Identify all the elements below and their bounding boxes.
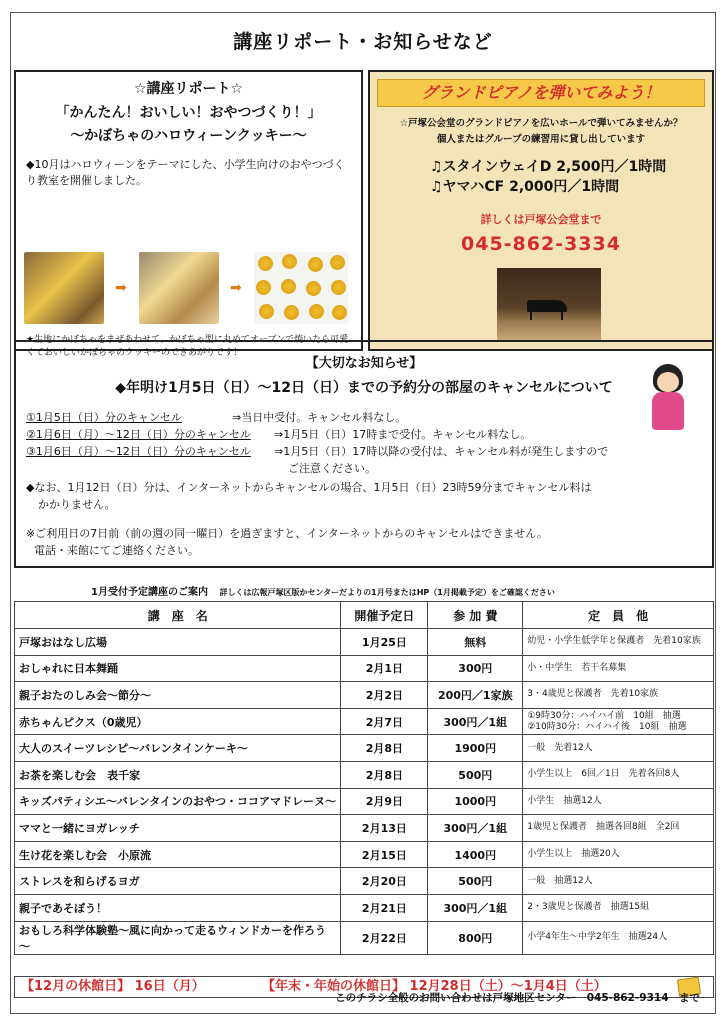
course-fee-cell: 300円／1組 <box>428 894 523 921</box>
cancel-rule-text: ⇒1月5日（日）17時まで受付。キャンセル料なし。 <box>274 428 532 441</box>
course-fee-cell: 800円 <box>428 921 523 954</box>
cancel-rule-continuation: ご注意ください。 <box>288 462 376 475</box>
course-name-cell: ストレスを和らげるヨガ <box>15 868 341 895</box>
course-fee-cell: 500円 <box>428 868 523 895</box>
cancel-rule-text: ⇒1月5日（日）17時以降の受付は、キャンセル料が発生しますので <box>274 445 609 458</box>
course-date-cell: 2月8日 <box>341 761 428 788</box>
course-date-cell: 2月7日 <box>341 708 428 735</box>
course-fee-cell: 1400円 <box>428 841 523 868</box>
table-row <box>15 815 714 842</box>
course-name-cell: お茶を楽しむ会 表千家 <box>15 761 341 788</box>
cancel-rule-row <box>26 443 712 460</box>
course-capacity-cell: 一般 抽選12人 <box>523 868 714 895</box>
cookie <box>309 304 324 319</box>
cancel-rule-label: ①1月5日（日）分のキャンセル <box>26 411 182 424</box>
course-name-cell: 戸塚おはなし広場 <box>15 629 341 656</box>
course-date-cell: 2月20日 <box>341 868 428 895</box>
course-capacity-cell: ①9時30分：ハイハイ前 10組 抽選 ②10時30分：ハイハイ後 10組 抽選 <box>523 708 714 735</box>
course-name-cell: 親子であそぼう！ <box>15 894 341 921</box>
price-yamaha: ♫ヤマハCF 2,000円／1時間 <box>430 179 620 195</box>
course-date-cell: 2月15日 <box>341 841 428 868</box>
table-row <box>15 841 714 868</box>
course-fee-cell: 300円 <box>428 655 523 682</box>
course-fee-cell: 200円／1家族 <box>428 682 523 709</box>
report-heading: ☆講座リポート☆ <box>133 81 244 97</box>
courses-heading <box>91 583 555 598</box>
arrow-right-icon: ➡ <box>115 280 127 296</box>
cookie <box>331 280 346 295</box>
course-date-cell: 1月25日 <box>341 629 428 656</box>
cancel-rules <box>26 409 712 477</box>
cancel-rule-row <box>26 409 712 426</box>
cancel-rule-row <box>26 426 712 443</box>
courses-subtitle: 詳しくは広報戸塚区版かセンターだよりの1月号またはHP（1月掲載予定）をご確認ください <box>219 588 555 597</box>
footer-contact: このチラシ全般のお問い合わせは戸塚地区センター 045-862-9314 まで <box>335 992 700 1004</box>
cookie <box>256 280 271 295</box>
cookie <box>332 305 347 320</box>
course-capacity-cell: 小学生以上 6回／1日 先着各回8人 <box>523 761 714 788</box>
piano-stage-photo <box>497 268 601 340</box>
column-header: 講 座 名 <box>15 602 341 629</box>
course-date-cell: 2月8日 <box>341 735 428 762</box>
column-header: 参 加 費 <box>428 602 523 629</box>
cookie <box>258 256 273 271</box>
price-steinway: ♫スタインウェイD 2,500円／1時間 <box>430 159 667 175</box>
table-row <box>15 761 714 788</box>
course-name-cell: 生け花を楽しむ会 小原流 <box>15 841 341 868</box>
table-row <box>15 735 714 762</box>
table-row <box>15 921 714 954</box>
course-date-cell: 2月21日 <box>341 894 428 921</box>
course-name-cell: ママと一緒にヨガレッチ <box>15 815 341 842</box>
course-capacity-cell: 1歳児と保護者 抽選各回8組 全2回 <box>523 815 714 842</box>
course-report-box <box>14 70 363 358</box>
courses-table-body <box>15 629 714 955</box>
cookies-photo <box>254 252 348 324</box>
course-fee-cell: 300円／1組 <box>428 708 523 735</box>
grand-piano-box <box>368 70 714 351</box>
cookie <box>284 305 299 320</box>
newyear-closed-days: 【年末・年始の休館日】 12月28日（土）～1月4日（土） <box>262 979 607 994</box>
notice-para-1a: ◆なお、1月12日（日）分は、インターネットからキャンセルの場合、1月5日（日）23時59分までキャンセル料は <box>26 481 592 494</box>
page-title: 講座リポート・お知らせなど <box>233 31 493 53</box>
course-capacity-cell: 小学生 抽選12人 <box>523 788 714 815</box>
grand-piano-icon <box>527 300 567 312</box>
piano-detail: 詳しくは戸塚公会堂まで <box>480 213 602 226</box>
piano-leg <box>561 312 563 320</box>
column-header: 定 員 他 <box>523 602 714 629</box>
bowing-girl-icon <box>646 364 690 436</box>
course-name-cell: おしゃれに日本舞踊 <box>15 655 341 682</box>
table-row <box>15 894 714 921</box>
courses-title: 1月受付予定講座のご案内 <box>91 587 208 598</box>
course-capacity-cell: 一般 先着12人 <box>523 735 714 762</box>
piano-leg <box>530 312 532 320</box>
course-name-cell: 親子おたのしみ会～節分～ <box>15 682 341 709</box>
course-fee-cell: 300円／1組 <box>428 815 523 842</box>
flyer-page <box>10 12 716 1014</box>
course-capacity-cell: 小学生以上 抽選20人 <box>523 841 714 868</box>
course-fee-cell: 1000円 <box>428 788 523 815</box>
cookie <box>281 279 296 294</box>
cooking-photo-1 <box>24 252 104 324</box>
table-row <box>15 655 714 682</box>
cancel-rule-label: ②1月6日（月）～12日（日）分のキャンセル <box>26 428 251 441</box>
table-row <box>15 868 714 895</box>
course-date-cell: 2月9日 <box>341 788 428 815</box>
course-date-cell: 2月1日 <box>341 655 428 682</box>
report-note: ★生地にかぼちゃをまぜあわせて、かぼちゃ型に丸めてオーブンで焼いたら可愛くておいしいかぼちゃのクッキーのできあがりです！ <box>26 335 349 358</box>
column-header: 開催予定日 <box>341 602 428 629</box>
course-capacity-cell: 3・4歳児と保護者 先着10家族 <box>523 682 714 709</box>
cancel-rule-label: ③1月6日（月）～12日（日）分のキャンセル <box>26 445 251 458</box>
cooking-photo-2 <box>139 252 219 324</box>
table-row <box>15 682 714 709</box>
cookie <box>282 254 297 269</box>
course-date-cell: 2月22日 <box>341 921 428 954</box>
course-date-cell: 2月13日 <box>341 815 428 842</box>
piano-description-2: 個人またはグループの練習用に貸し出しています <box>436 134 646 145</box>
table-row <box>15 629 714 656</box>
course-name-cell: おもしろ科学体験塾～風に向かって走るウィンドカーを作ろう～ <box>15 921 341 954</box>
notice-subtitle: ◆年明け1月5日（日）～12日（日）までの予約分の部屋のキャンセルについて <box>115 380 613 396</box>
cookie <box>330 255 345 270</box>
table-row <box>15 708 714 735</box>
course-capacity-cell: 小学4年生～中学2年生 抽選24人 <box>523 921 714 954</box>
report-intro: ◆10月はハロウィーンをテーマにした、小学生向けのおやつづくり教室を開催しました。 <box>26 158 345 187</box>
cancel-rule-text: ⇒当日中受付。キャンセル料なし。 <box>232 411 407 424</box>
course-fee-cell: 1900円 <box>428 735 523 762</box>
important-notice-box <box>14 340 714 568</box>
report-photos <box>24 252 359 332</box>
report-event-title: 「かんたん！おいしい！おやつづくり！」 <box>55 105 322 121</box>
notice-title: 【大切なお知らせ】 <box>305 356 423 371</box>
course-name-cell: キッズパティシエ～バレンタインのおやつ・ココアマドレーヌ～ <box>15 788 341 815</box>
course-name-cell: 赤ちゃんピクス（0歳児） <box>15 708 341 735</box>
course-fee-cell: 500円 <box>428 761 523 788</box>
cookie <box>306 281 321 296</box>
report-event-subtitle: ～かぼちゃのハロウィーンクッキー～ <box>70 128 307 144</box>
cookie <box>259 304 274 319</box>
december-closed-day: 【12月の休館日】 16日（月） <box>21 979 205 994</box>
course-capacity-cell: 幼児・小学生低学年と保護者 先着10家族 <box>523 629 714 656</box>
course-name-cell: 大人のスイーツレシピ～バレンタインケーキ～ <box>15 735 341 762</box>
course-capacity-cell: 小・中学生 若干名募集 <box>523 655 714 682</box>
course-date-cell: 2月2日 <box>341 682 428 709</box>
piano-description-1: ☆戸塚公会堂のグランドピアノを広いホールで弾いてみませんか？ <box>399 118 683 129</box>
courses-table <box>14 601 714 955</box>
table-header-row <box>15 602 714 629</box>
course-fee-cell: 無料 <box>428 629 523 656</box>
cookie <box>308 257 323 272</box>
course-capacity-cell: 2・3歳児と保護者 抽選15組 <box>523 894 714 921</box>
table-row <box>15 788 714 815</box>
notice-para-2b: 電話・来館にてご連絡ください。 <box>34 544 199 557</box>
piano-phone-number[interactable]: 045-862-3334 <box>461 233 621 255</box>
notice-para-1b: かかりません。 <box>38 498 116 511</box>
notice-para-2a: ※ご利用日の7日前（前の週の同一曜日）を過ぎますと、インターネットからのキャンセルはできません。 <box>26 527 548 540</box>
arrow-right-icon: ➡ <box>230 280 242 296</box>
piano-heading: グランドピアノを弾いてみよう！ <box>377 79 705 107</box>
